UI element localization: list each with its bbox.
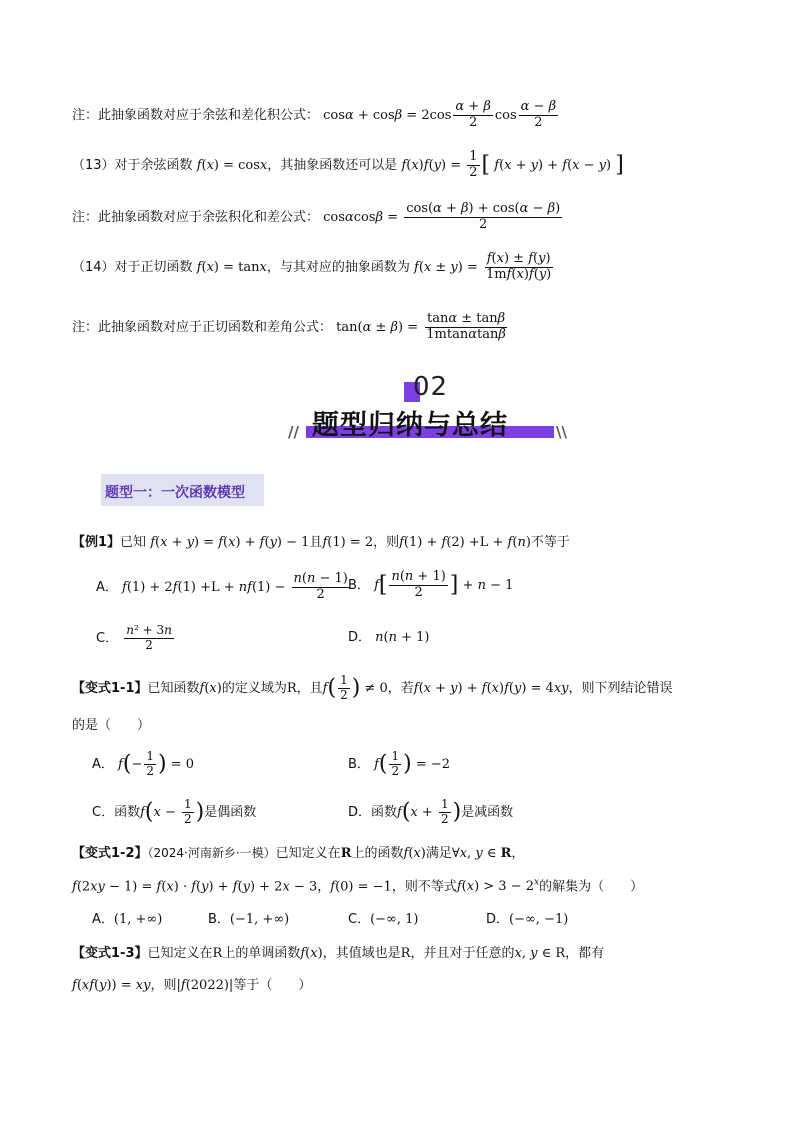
item-13-line <box>72 150 624 181</box>
variant-1-2-option-b[interactable]: B．(−1, +∞) <box>208 912 290 927</box>
section-number: 02 <box>413 372 449 402</box>
variant-1-1-stem: 【变式1-1】已知函数f(x)的定义域为R，且f( $\frac{1}{2}$ ) ≠ 0，若f(x + y) + f(x)f(y) = 4xy，则下列结论错误 <box>72 673 673 702</box>
section-title: 题型归纳与总结 <box>312 410 508 441</box>
note-line-3 <box>72 312 510 343</box>
note-3-prefix: 注：此抽象函数对应于正切函数和差角公式： <box>72 319 333 335</box>
example-1-stem-d: 不等于 <box>530 535 570 550</box>
type-label: 题型一：一次函数模型 <box>105 485 245 501</box>
example-1-option-b[interactable]: B． f[ $\frac{n(n + 1)}{2}$ ] + n − 1 <box>348 569 514 600</box>
example-1-stem-a: 已知 <box>120 535 147 550</box>
item-13-prefix: （13）对于余弦函数 <box>72 157 193 173</box>
variant-1-2-option-a[interactable]: A．(1, +∞) <box>92 912 163 927</box>
example-1-stem-b: 且 <box>309 535 323 550</box>
item-14-tan-def: f(x) = tanx <box>196 259 267 275</box>
section-slash-right-icon: \\ <box>556 423 567 441</box>
variant-1-2-stem: 【变式1-2】（2024·河南新乡·一模）已知定义在R上的函数f(x)满足∀x, y ∈ R， <box>72 846 525 861</box>
item-14-prefix: （14）对于正切函数 <box>72 259 193 275</box>
example-1-equation: f(x + y) = f(x) + f(y) − 1 <box>150 535 310 550</box>
example-1-tag: 【例1】 <box>72 535 121 550</box>
item-14-line <box>72 252 555 283</box>
item-13-cos-def: f(x) = cosx <box>196 157 268 173</box>
variant-1-2-stem-line2: f(2xy − 1) = f(x) · f(y) + f(y) + 2x − 3，f(0) = −1，则不等式$f(x) > 3 - 2^x$的解集为（ ） <box>72 878 644 895</box>
variant-1-1-option-d[interactable]: D．函数f(x + $\frac{1}{2}$ )是减函数 <box>348 797 514 826</box>
variant-1-1-option-a[interactable]: A． f(− $\frac{1}{2}$ ) = 0 <box>92 749 195 778</box>
note-line-1 <box>72 100 560 131</box>
variant-1-2-option-d[interactable]: D．(−∞, −1) <box>486 912 569 927</box>
example-1-sum: f(1) + f(2) +L + f(n) <box>399 535 531 550</box>
example-1-option-c[interactable]: C． $\frac{\text{n² + 3n}}{2}$ <box>96 623 172 652</box>
note-2-prefix: 注：此抽象函数对应于余弦积化和差公式： <box>72 209 320 225</box>
variant-1-3-stem-line2: f(xf(y)) = xy，则|f(2022)|等于（ ） <box>72 978 312 993</box>
variant-1-1-option-c[interactable]: C．函数f(x − $\frac{1}{2}$ )是偶函数 <box>92 797 257 826</box>
example-1-option-d[interactable]: D． n(n + 1) <box>348 630 430 645</box>
note-2-formula: cosαcosβ = $\frac{\cos(\alpha + \beta) + \cos(\alpha - \beta)}{2}$ <box>323 201 561 232</box>
section-slash-left-icon: // <box>288 423 299 441</box>
variant-1-1-option-b[interactable]: B． f( $\frac{1}{2}$ ) = −2 <box>348 749 451 778</box>
note-1-prefix: 注：此抽象函数对应于余弦和差化积公式： <box>72 107 320 123</box>
variant-1-3-stem: 【变式1-3】已知定义在R上的单调函数f(x)，其值域也是R，并且对于任意的x, y ∈ R，都有 <box>72 946 605 961</box>
item-13-formula: f(x)f(y) = $\frac{1}{2}$ [ f(x + y) + f(x − y) ] <box>401 149 624 180</box>
variant-1-2-tag: 【变式1-2】 <box>72 846 148 861</box>
example-1-stem <box>72 535 570 551</box>
item-14-formula: f(x ± y) = $\frac{f(x) \pm f(y)}{1mf(x)f(y)}$ <box>414 251 552 282</box>
item-13-mid: ，其抽象函数还可以是 <box>267 157 398 173</box>
note-3-formula: tan(α ± β) = $\frac{\tan\alpha \pm \tan\beta}{1mtan\alpha\tan\beta}$ <box>336 311 506 342</box>
variant-1-2-option-c[interactable]: C．(−∞, 1) <box>348 912 419 927</box>
variant-1-1-tag: 【变式1-1】 <box>72 680 148 696</box>
note-line-2 <box>72 202 564 233</box>
note-1-formula: cosα + cosβ = 2cos $\frac{\alpha + \beta}{2}$ cos $\frac{\alpha - \beta}{2}$ <box>323 99 557 130</box>
example-1-condition: f(1) = 2 <box>322 535 374 550</box>
variant-1-1-stem-line2: 的是（ ） <box>72 718 151 733</box>
item-14-mid: ，与其对应的抽象函数为 <box>266 259 410 275</box>
variant-1-3-tag: 【变式1-3】 <box>72 946 148 961</box>
example-1-stem-c: ，则 <box>373 535 400 550</box>
example-1-option-a[interactable]: A． f(1) + 2f(1) +L + nf(1) − $\frac{n(n - 1)}{2}$ <box>96 571 348 602</box>
